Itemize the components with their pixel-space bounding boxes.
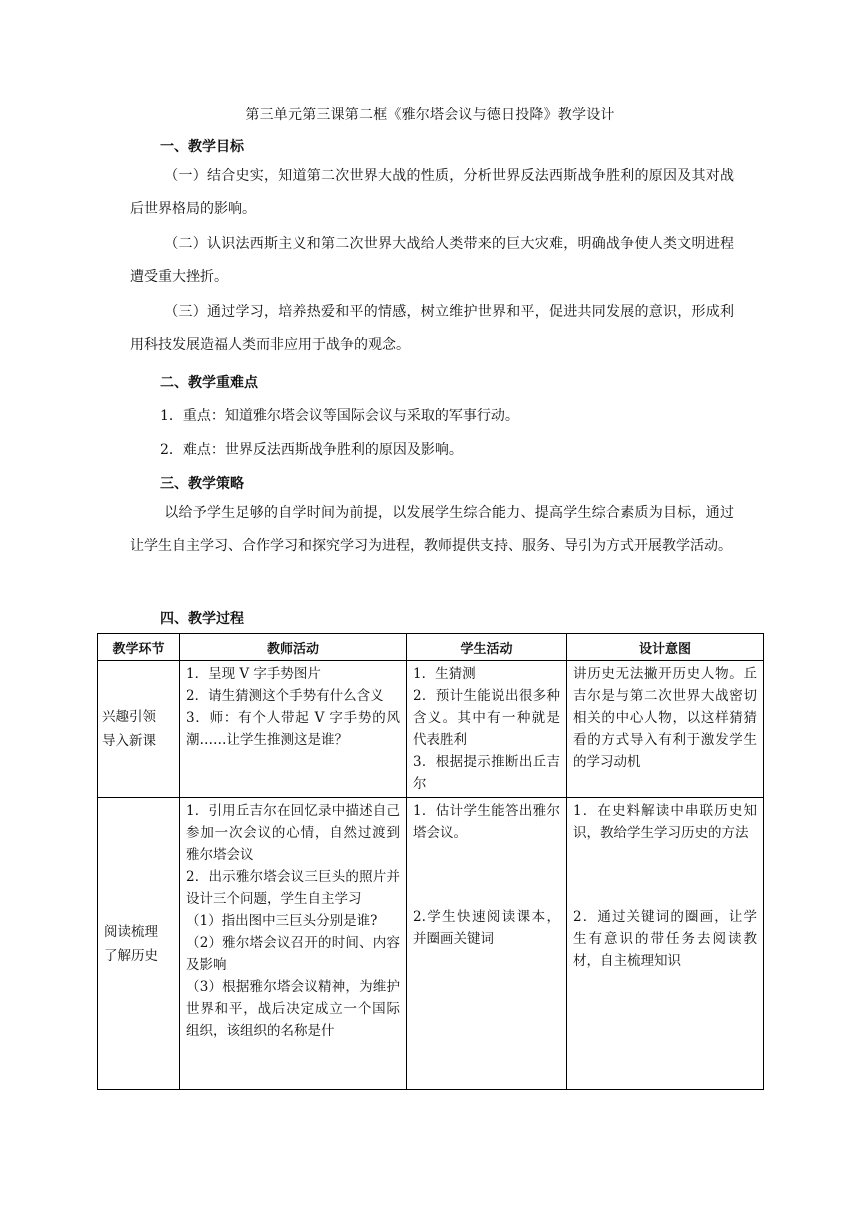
- objective-text-2: （二）认识法西斯主义和第二次世界大战给人类带来的巨大灾难，明确战争使人类文明进程遭受重大挫折。: [130, 236, 734, 285]
- design-intent-cell: [567, 798, 764, 1090]
- student-activity-item: 1．估计学生能答出雅尔塔会议。: [413, 803, 560, 841]
- design-intent-cell: [567, 661, 764, 798]
- student-activity-item: 2．预计生能说出很多种含义。其中有一种就是代表胜利: [413, 688, 560, 748]
- stage-label-line: 阅读梳理: [104, 923, 158, 940]
- design-intent-text: 2．通过关键词的圈画，让学生有意识的带任务去阅读教材，自主梳理知识: [573, 909, 757, 969]
- design-intent-text: 1．在史料解读中串联历史知识，教给学生学习历史的方法: [573, 803, 757, 841]
- design-intent-text: 讲历史无法撇开历史人物。丘吉尔是与第二次世界大战密切相关的中心人物，以这样猜猜看的方式导入有利于激发学生的学习动机: [573, 666, 757, 770]
- header-teacher: 教师活动: [180, 634, 407, 661]
- objective-paragraph-1: [130, 160, 734, 226]
- student-activity-cell: [407, 661, 567, 798]
- table-row: [98, 798, 764, 1090]
- stage-cell: [98, 798, 180, 1090]
- table-row: [98, 661, 764, 798]
- objective-paragraph-2: [130, 228, 734, 294]
- difficult-point-item: 2．难点：世界反法西斯战争胜利的原因及影响。: [160, 442, 463, 458]
- teaching-process-table: [97, 633, 764, 1090]
- student-activity-item: 2.学生快速阅读课本，并圈画关键词: [413, 909, 560, 947]
- header-intent: 设计意图: [567, 634, 764, 661]
- teacher-activity-cell: [180, 798, 407, 1090]
- student-activity-item: 1．生猜测: [413, 666, 476, 682]
- section-heading-process: 四、教学过程: [160, 611, 244, 627]
- stage-label-line: 了解历史: [104, 947, 158, 964]
- objective-text-1: （一）结合史实，知道第二次世界大战的性质，分析世界反法西斯战争胜利的原因及其对战后世界格局的影响。: [130, 168, 734, 217]
- objective-text-3: （三）通过学习，培养热爱和平的情感，树立维护世界和平，促进共同发展的意识，形成利用科技发展造福人类而非应用于战争的观念。: [130, 304, 734, 353]
- teacher-activity-item: 1．呈现 V 字手势图片: [186, 666, 321, 682]
- section-heading-objectives: 一、教学目标: [160, 139, 244, 155]
- strategy-paragraph: [130, 497, 734, 563]
- teacher-activity-cell: [180, 661, 407, 798]
- teacher-activity-item: （3）根据雅尔塔会议精神，为维护世界和平，战后决定成立一个国际组织，该组织的名称是什: [186, 979, 400, 1039]
- student-activity-item: 3．根据提示推断出丘吉尔: [413, 754, 560, 792]
- key-point-item: 1．重点：知道雅尔塔会议等国际会议与采取的军事行动。: [160, 408, 519, 424]
- stage-cell: [98, 661, 180, 798]
- teacher-activity-item: 1．引用丘吉尔在回忆录中描述自己参加一次会议的心情，自然过渡到雅尔塔会议: [186, 803, 400, 863]
- stage-label-line: 导入新课: [102, 733, 156, 749]
- section-heading-strategy: 三、教学策略: [160, 476, 244, 492]
- section-heading-key-points: 二、教学重难点: [160, 375, 258, 391]
- strategy-text: 以给予学生足够的自学时间为前提，以发展学生综合能力、提高学生综合素质为目标，通过让学生自主学习、合作学习和探究学习为进程，教师提供支持、服务、导引为方式开展教学活动。: [130, 505, 734, 554]
- header-student: 学生活动: [407, 634, 567, 661]
- teacher-activity-item: 2．请生猜测这个手势有什么含义: [186, 688, 384, 704]
- header-stage: 教学环节: [98, 634, 180, 661]
- table-header-row: [98, 634, 764, 661]
- student-activity-cell: [407, 798, 567, 1090]
- stage-label-line: 兴趣引领: [102, 709, 156, 725]
- objective-paragraph-3: [130, 296, 734, 362]
- teacher-activity-item: （2）雅尔塔会议召开的时间、内容及影响: [186, 935, 400, 973]
- document-title: 第三单元第三课第二框《雅尔塔会议与德日投降》教学设计: [245, 107, 615, 123]
- teacher-activity-item: 2．出示雅尔塔会议三巨头的照片并设计三个问题，学生自主学习: [186, 869, 400, 907]
- teacher-activity-item: 3．师：有个人带起 V 字手势的风潮……让学生推测这是谁？: [186, 710, 400, 748]
- teacher-activity-item: （1）指出图中三巨头分别是谁?: [186, 913, 378, 929]
